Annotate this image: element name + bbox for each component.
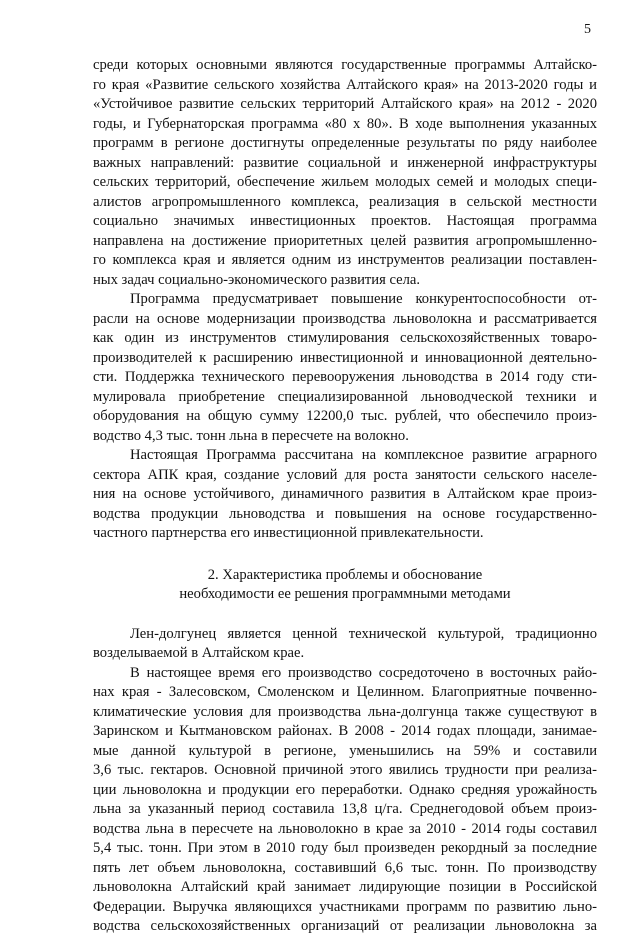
paragraph-flax-culture [93,625,597,664]
text-line: направлена на достижение приоритетных целей развития агропромышленно- [93,232,597,249]
text-line: расли на основе модернизации производства льноволокна и рассматривается [93,310,597,327]
text-line: частного партнерства его инвестиционной привлекательности. [93,525,484,541]
text-line: «Устойчивое развитие сельских территорий Алтайского края» на 2012 - 2020 [93,96,597,112]
text-line: пять лет объем льноволокна, составивший 6,6 тыс. тонн. По производству [93,859,597,876]
text-line: алистов агропромышленного комплекса, реализация в сельской местности [93,193,597,210]
paragraph-production-regions [93,664,597,937]
text-line: водства льна в пересчете на льноволокно в крае за 2010 - 2014 годы составил [93,820,597,837]
text-line: го края «Развитие сельского хозяйства Алтайского края» на 2013-2020 годы и [93,76,597,93]
text-line: оборудования на общую сумму 12200,0 тыс. рублей, что обеспечило произ- [93,408,597,424]
paragraph-programs [93,56,597,290]
text-line: производителей к расширению инвестиционной и инновационной деятельно- [93,349,597,366]
section-heading-line: 2. Характеристика проблемы и обоснование [207,566,483,583]
text-line: Заринском и Кытмановском районах. В 2008 - 2014 годах площади, занимае- [93,723,597,739]
text-line: сельских территорий, обеспечение жильем молодых семей и молодых специ- [93,174,597,190]
section-heading-line: необходимости ее решения программными методами [179,586,511,602]
section-heading [93,566,597,605]
text-line: 5,4 тыс. тонн. При этом в 2010 году был произведен рекордный за последние [93,840,597,856]
text-line: водство 4,3 тыс. тонн льна в пересчете на волокно. [93,427,409,444]
text-line: 3,6 тыс. гектаров. Основной причиной этого явились трудности при реализа- [93,762,597,778]
text-line: В настоящее время его производство сосредоточено в восточных райо- [130,664,597,681]
text-line: ных задач социально-экономического развития села. [93,271,420,288]
text-line: го комплекса края и является одним из инструментов реализации поставлен- [93,252,597,268]
text-line: годы, и Губернаторская программа «80 х 80». В ходе выполнения указанных [93,115,597,132]
text-line: важных направлений: развитие социальной и инженерной инфраструктуры [93,154,597,171]
document-body [93,56,597,937]
text-line: водства продукции льноводства и повышения на основе государственно- [93,505,597,522]
text-line: мулировала приобретение специализированной льноводческой техники и [93,388,597,405]
text-line: климатические условия для производства льна-долгунца также существуют в [93,703,597,720]
paragraph-competitiveness [93,290,597,446]
text-line: ции льноволокна и продукции его переработки. Однако средняя урожайность [93,781,597,798]
text-line: ния на основе устойчивого, динамичного развития в Алтайском крае произ- [93,486,597,502]
text-line: Лен-долгунец является ценной технической культурой, традиционно [130,625,597,642]
text-line: водства сельскохозяйственных организаций от реализации льноволокна за [93,918,597,934]
text-line: Настоящая Программа рассчитана на комплексное развитие аграрного [130,447,597,463]
text-line: льна за указанный период составила 13,8 ц/га. Среднегодовой объем произ- [93,801,597,817]
page-number: 5 [584,22,591,37]
text-line: как один из инструментов стимулирования сельскохозяйственных товаро- [93,330,597,346]
text-line: программ в регионе достигнуты определенные результаты по ряду наиболее [93,135,597,151]
text-line: нах края - Залесовском, Смоленском и Целинном. Благоприятные почвенно- [93,684,597,700]
text-line: мые данной культурой в регионе, уменьшились на 59% и составили [93,742,597,759]
text-line: социально значимых инвестиционных проектов. Настоящая программа [93,213,597,229]
text-line: среди которых основными являются государственные программы Алтайско- [93,57,597,73]
text-line: сти. Поддержка технического перевооружения льноводства в 2014 году сти- [93,369,597,385]
paragraph-program-scope [93,446,597,544]
text-line: Федерации. Выручка являющихся участниками программ по развитию льно- [93,898,597,915]
text-line: сектора АПК края, создание условий для роста занятости сельского населе- [93,466,597,483]
text-line: льноволокна Алтайский край занимает лидирующие позиции в Российской [93,879,597,895]
text-line: возделываемой в Алтайском крае. [93,645,305,661]
text-line: Программа предусматривает повышение конкурентоспособности от- [130,291,597,307]
